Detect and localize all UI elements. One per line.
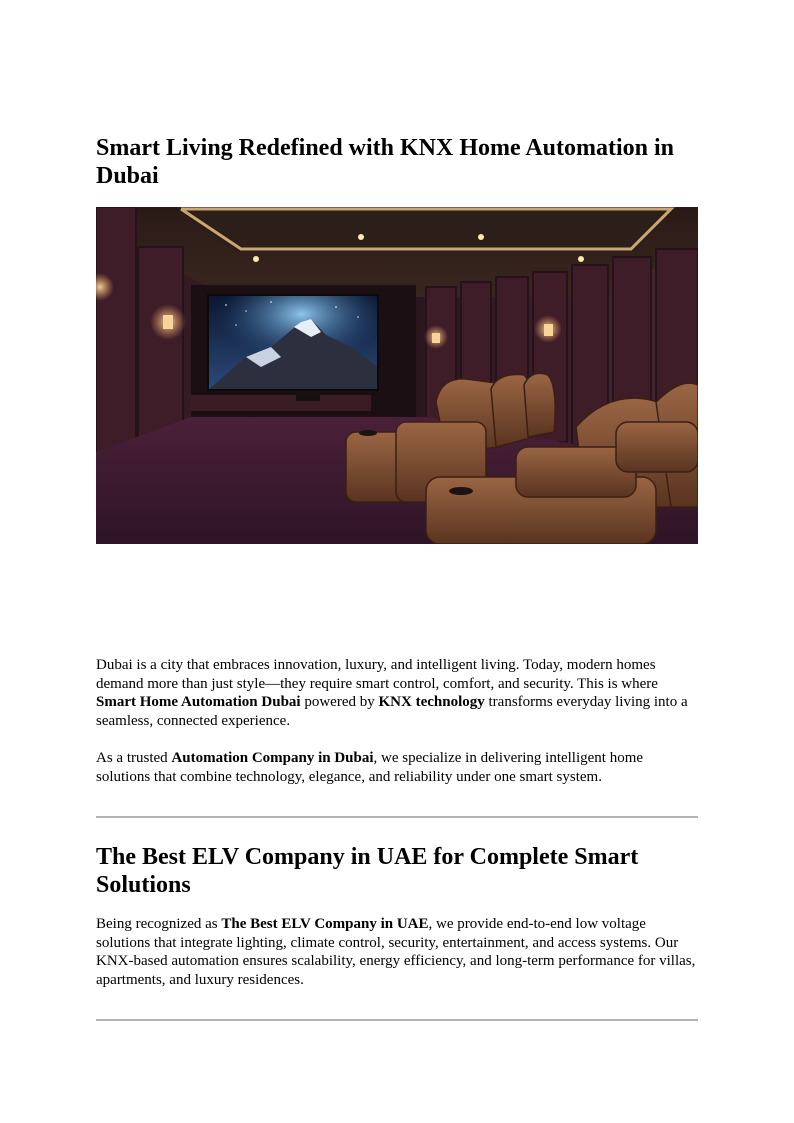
intro-paragraph [96, 656, 700, 730]
intro-text-3: transforms everyday living into a seamless, connected experience. [96, 694, 688, 729]
page-title: Smart Living Redefined with KNX Home Automation in Dubai [96, 135, 675, 189]
home-theater-image [96, 207, 698, 544]
elv-paragraph [96, 915, 700, 989]
section-heading: The Best ELV Company in UAE for Complete Smart Solutions [96, 844, 639, 898]
company-bold-1: Automation Company in Dubai [171, 750, 374, 766]
intro-bold-1: Smart Home Automation Dubai [96, 694, 301, 711]
intro-text-1: Dubai is a city that embraces innovation, luxury, and intelligent living. Today, modern homes demand more than just style—they require smart control, comfort, and security. This is where [96, 657, 658, 692]
elv-text-2: , we provide end-to-end low voltage solutions that integrate lighting, climate control, security, entertainment, and access systems. Our KNX-based automation ensures scalability, energy efficiency, and long-term performance for villas, apartments, and luxury residences. [96, 916, 696, 988]
elv-text-1: Being recognized as [96, 916, 222, 932]
elv-bold-1: The Best ELV Company in UAE [221, 916, 429, 932]
company-text-1: As a trusted [96, 750, 172, 766]
company-paragraph [96, 749, 700, 786]
intro-bold-2: KNX technology [378, 694, 485, 711]
intro-text-2: powered by [300, 694, 379, 711]
company-text-2: , we specialize in delivering intelligent home solutions that combine technology, elegance, and reliability under one smart system. [96, 750, 644, 785]
divider [96, 816, 698, 818]
divider [96, 1019, 698, 1021]
